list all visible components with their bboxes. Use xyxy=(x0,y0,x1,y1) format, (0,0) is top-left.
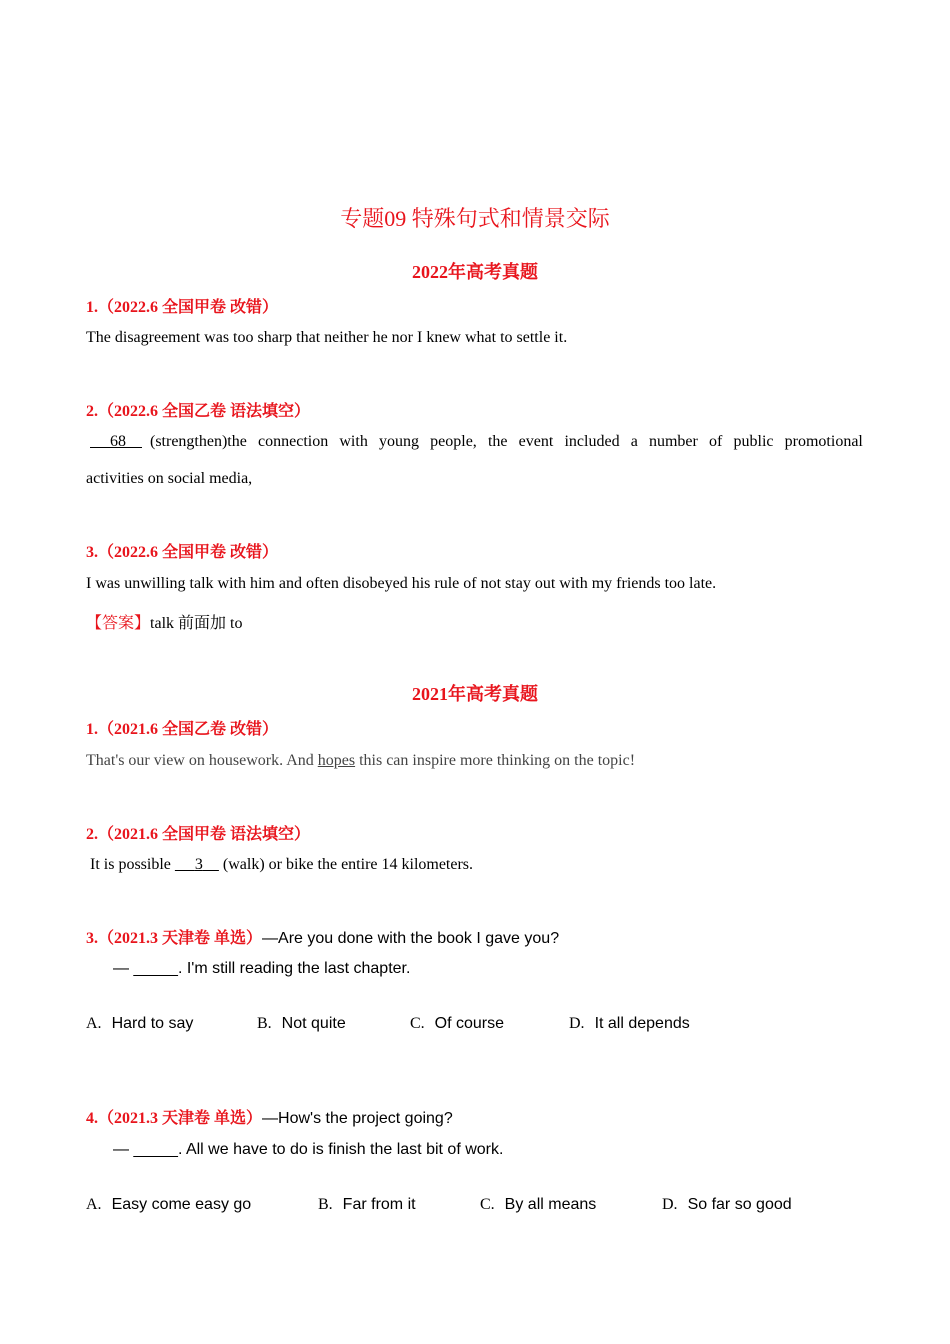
question-text: I was unwilling talk with him and often disobeyed his rule of not stay out with my friends too late. xyxy=(86,575,717,592)
question-line xyxy=(86,925,559,948)
word: number xyxy=(648,433,698,450)
word: the xyxy=(487,433,508,450)
word: included xyxy=(564,433,620,450)
word: event xyxy=(518,433,554,450)
question-label: 3.（2021.3 天津卷 单选） xyxy=(86,930,263,947)
question-text-line xyxy=(86,433,863,451)
question-prompt: —Are you done with the book I gave you? xyxy=(262,930,560,947)
option-d[interactable]: D. So far so good xyxy=(662,1196,792,1213)
question-label: 4.（2021.3 天津卷 单选） xyxy=(86,1110,263,1127)
word: with xyxy=(339,433,368,450)
question-label: 3.（2022.6 全国甲卷 改错） xyxy=(86,544,279,561)
option-d[interactable]: D. It all depends xyxy=(569,1015,690,1032)
option-b[interactable]: B. Far from it xyxy=(318,1196,416,1213)
question-text: That's our view on housework. And hopes this can inspire more thinking on the topic! xyxy=(86,752,636,769)
question-prompt: —How's the project going? xyxy=(262,1110,453,1127)
option-a[interactable]: A. Easy come easy go xyxy=(86,1196,252,1213)
question-label: 2.（2021.6 全国甲卷 语法填空） xyxy=(86,826,311,843)
option-c[interactable]: C. Of course xyxy=(410,1015,505,1032)
question-reply: — _____. All we have to do is finish the last bit of work. xyxy=(113,1141,504,1158)
option-b[interactable]: B. Not quite xyxy=(257,1015,346,1032)
word: public xyxy=(733,433,774,450)
option-a[interactable]: A. Hard to say xyxy=(86,1015,194,1032)
question-label: 1.（2022.6 全国甲卷 改错） xyxy=(86,299,279,316)
section-heading-2022: 2022年高考真题 xyxy=(412,262,538,282)
answer-tag: 【答案】 xyxy=(86,615,151,632)
page-title: 专题09 特殊句式和情景交际 xyxy=(340,206,610,231)
question-text-rest xyxy=(150,433,863,451)
word: young xyxy=(378,433,419,450)
answer-text: talk 前面加 to xyxy=(150,615,243,632)
question-text-line2: activities on social media, xyxy=(86,470,253,487)
question-label: 1.（2021.6 全国乙卷 改错） xyxy=(86,721,279,738)
word: people, xyxy=(430,433,477,450)
question-label: 2.（2022.6 全国乙卷 语法填空） xyxy=(86,403,311,420)
word: promotional xyxy=(784,433,863,450)
word: a xyxy=(630,433,638,450)
blank: 3 xyxy=(194,856,203,873)
underlined-word: hopes xyxy=(317,752,356,769)
word: (strengthen)the xyxy=(150,433,247,450)
answer-line xyxy=(86,610,242,633)
word: connection xyxy=(258,433,329,450)
question-text: It is possible 3 (walk) or bike the entire 14 kilometers. xyxy=(90,856,474,873)
question-reply: — _____. I'm still reading the last chapter. xyxy=(113,960,411,977)
section-heading-2021: 2021年高考真题 xyxy=(412,684,538,704)
question-line xyxy=(86,1105,453,1128)
blank: 68 xyxy=(110,433,126,450)
question-text: The disagreement was too sharp that neither he nor I knew what to settle it. xyxy=(86,329,568,346)
word: of xyxy=(709,433,723,450)
option-c[interactable]: C. By all means xyxy=(480,1196,597,1213)
